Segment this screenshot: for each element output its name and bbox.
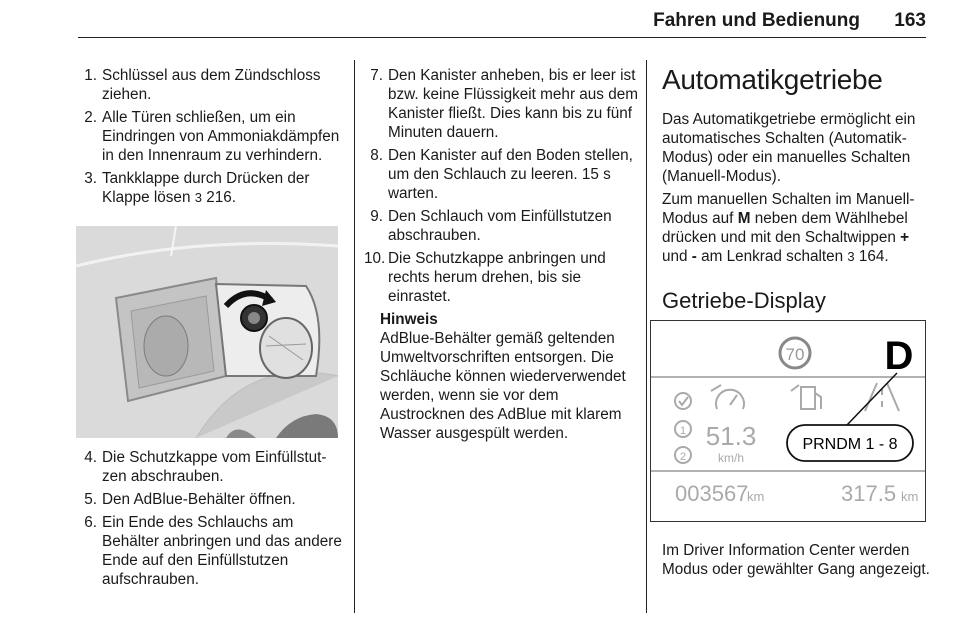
hinweis-title: Hinweis [380, 311, 438, 328]
subsection-title: Getriebe-Display [662, 288, 826, 313]
column-3 [662, 64, 930, 314]
page-ref[interactable]: 216. [206, 189, 236, 206]
column-divider-2 [646, 60, 647, 613]
list-item: 7. Den Kanister anheben, bis er leer ist bzw. keine Flüssigkeit mehr aus dem Kanister fließt. Dies kann bis zu fünf Minuten dauern. [370, 67, 638, 141]
trip-unit: km [901, 489, 919, 504]
gear-indicator: PRNDM 1 - 8 [802, 436, 898, 453]
list-item: 9. Den Schlauch vom Einfüllstutzen abschrauben. [370, 208, 612, 244]
column-divider-1 [354, 60, 355, 613]
fuel-flap-drawing [76, 226, 338, 438]
road-icon [865, 383, 899, 411]
steps-list-a [78, 66, 344, 207]
fuel-flap-illustration [76, 226, 338, 438]
header-rule [78, 37, 926, 38]
gear-letter: D [884, 334, 914, 378]
list-item: 10. Die Schutzkappe anbringen und rechts herum drehen, bis sie einrastet. [364, 250, 606, 305]
trip-value: 317.5 [841, 481, 897, 506]
page-number: 163 [894, 10, 926, 31]
running-header-title: Fahren und Bedienung [653, 10, 860, 31]
hinweis-block [364, 310, 640, 443]
steps-list-b [78, 448, 344, 589]
display-caption: Im Driver Information Center werden Modus oder gewählter Gang angezeigt. [662, 542, 930, 578]
odometer-value: 003567 [675, 481, 749, 506]
speed-value: 51.3 [705, 421, 757, 451]
odometer-unit: km [747, 489, 765, 504]
section-title: Automatikgetriebe [662, 64, 883, 95]
column-1-bottom [78, 448, 344, 593]
paragraph-intro: Das Automatikgetriebe ermöglicht ein automatisches Schalten (Automatik-Modus) oder ein manuelles Schalten (Manuell-Modus). [662, 111, 916, 185]
speed-limit-value: 70 [785, 345, 805, 364]
speed-gauge-icon [711, 385, 744, 409]
display-drawing [651, 321, 925, 521]
speed-unit: km/h [717, 451, 745, 465]
column-1 [78, 66, 344, 211]
list-item: 2. Alle Türen schließen, um ein Eindringen von Ammoniakdämpfen in den Innenraum zu verhindern. [84, 109, 340, 164]
column-2 [364, 66, 640, 443]
page-ref-arrow-icon: 3 [847, 249, 855, 264]
transmission-display-illustration [650, 320, 926, 522]
svg-text:2: 2 [679, 451, 687, 463]
svg-text:1: 1 [679, 425, 687, 437]
fuel-pump-icon [791, 385, 821, 409]
stopwatch-icons [675, 393, 691, 463]
paragraph-manual-mode: Zum manuellen Schalten im Manuell-Modus auf M neben dem Wählhebel drücken und mit den Schaltwippen + und - am Lenkrad schalten 3 164. [662, 191, 915, 265]
steps-list-c [364, 66, 640, 306]
column-3-bottom [662, 541, 930, 583]
list-item: 3. Tankklappe durch Drücken der Klappe lösen 3 216. [84, 170, 310, 206]
page-ref-arrow-icon: 3 [194, 190, 202, 205]
list-item: 6. Ein Ende des Schlauchs am Behälter anbringen und das andere Ende auf den Einfüllstutzen aufschrauben. [84, 514, 342, 588]
list-item: 1. Schlüssel aus dem Zündschloss ziehen. [84, 67, 321, 103]
list-item: 5. Den AdBlue-Behälter öffnen. [84, 491, 296, 508]
page-ref[interactable]: 164. [858, 248, 889, 265]
list-item: 8. Den Kanister auf den Boden stellen, um den Schlauch zu leeren. 15 s warten. [370, 147, 633, 202]
list-item: 4. Die Schutzkappe vom Einfüllstutzen abschrauben. [84, 449, 327, 485]
hinweis-text: AdBlue-Behälter gemäß geltenden Umweltvorschriften entsorgen. Die Schläuche können wiederverwendet werden, wenn sie vor dem Austrocknen des AdBlue mit klarem Wasser ausgespült werden. [380, 330, 626, 442]
